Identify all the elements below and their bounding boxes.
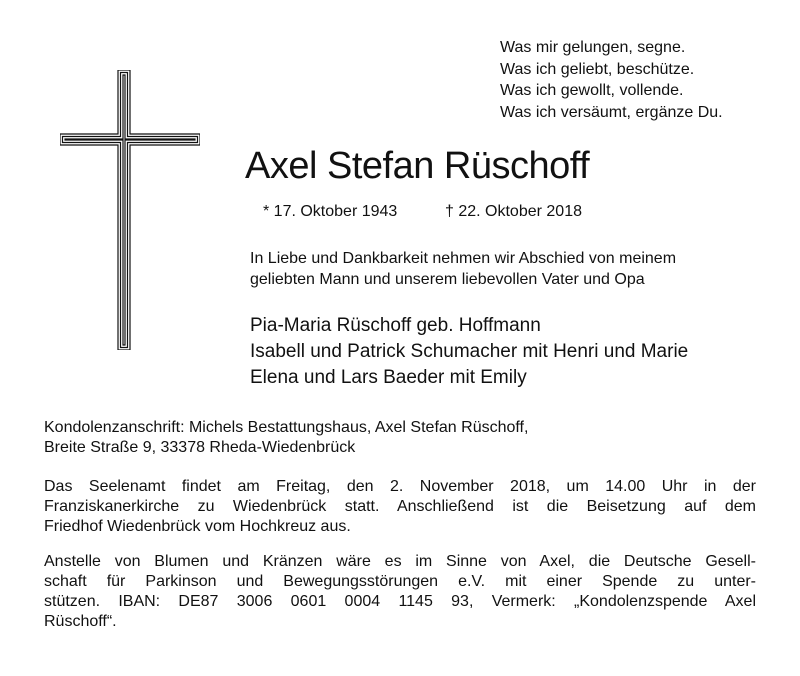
tribute-line: geliebten Mann und unserem liebevollen Vater und Opa xyxy=(250,271,645,288)
donation-line: Rüschoff“. xyxy=(44,613,117,630)
mourner: Pia-Maria Rüschoff geb. Hoffmann xyxy=(250,315,541,336)
death-date: † 22. Oktober 2018 xyxy=(445,203,582,220)
requiem-line: Das Seelenamt findet am Freitag, den 2. November 2018, um 14.00 Uhr in der xyxy=(44,478,756,495)
donation-line: schaft für Parkinson und Bewegungsstörungen e.V. mit einer Spende zu unter- xyxy=(44,573,756,590)
mourner: Isabell und Patrick Schumacher mit Henri und Marie xyxy=(250,341,689,362)
mourners-list xyxy=(250,313,688,391)
condolence-line: Breite Straße 9, 33378 Rheda-Wiedenbrück xyxy=(44,439,356,456)
condolence-address xyxy=(44,418,528,458)
poem-line: Was ich versäumt, ergänze Du. xyxy=(500,103,723,121)
birth-date: * 17. Oktober 1943 xyxy=(263,203,398,220)
requiem-line: Franziskanerkirche zu Wiedenbrück statt. Anschließend ist die Beisetzung auf dem xyxy=(44,498,756,515)
mourner: Elena und Lars Baeder mit Emily xyxy=(250,367,527,388)
tribute-line: In Liebe und Dankbarkeit nehmen wir Abschied von meinem xyxy=(250,250,677,267)
requiem-line: Friedhof Wiedenbrück vom Hochkreuz aus. xyxy=(44,518,351,535)
condolence-line: Kondolenzanschrift: Michels Bestattungshaus, Axel Stefan Rüschoff, xyxy=(44,419,529,436)
poem-line: Was ich gewollt, vollende. xyxy=(500,82,684,99)
poem xyxy=(500,37,723,123)
poem-line: Was ich geliebt, beschütze. xyxy=(500,60,695,78)
poem-line: Was mir gelungen, segne. xyxy=(500,39,686,56)
cross-icon xyxy=(60,70,200,350)
deceased-name: Axel Stefan Rüschoff xyxy=(245,145,590,187)
donation-line: stützen. IBAN: DE87 3006 0601 0004 1145 93, Vermerk: „Kondolenzspende Axel xyxy=(44,593,756,610)
donation-line: Anstelle von Blumen und Kränzen wäre es im Sinne von Axel, die Deutsche Gesell- xyxy=(44,553,756,570)
donation-notice xyxy=(44,552,756,632)
tribute-text xyxy=(250,248,676,290)
requiem-notice xyxy=(44,477,756,537)
